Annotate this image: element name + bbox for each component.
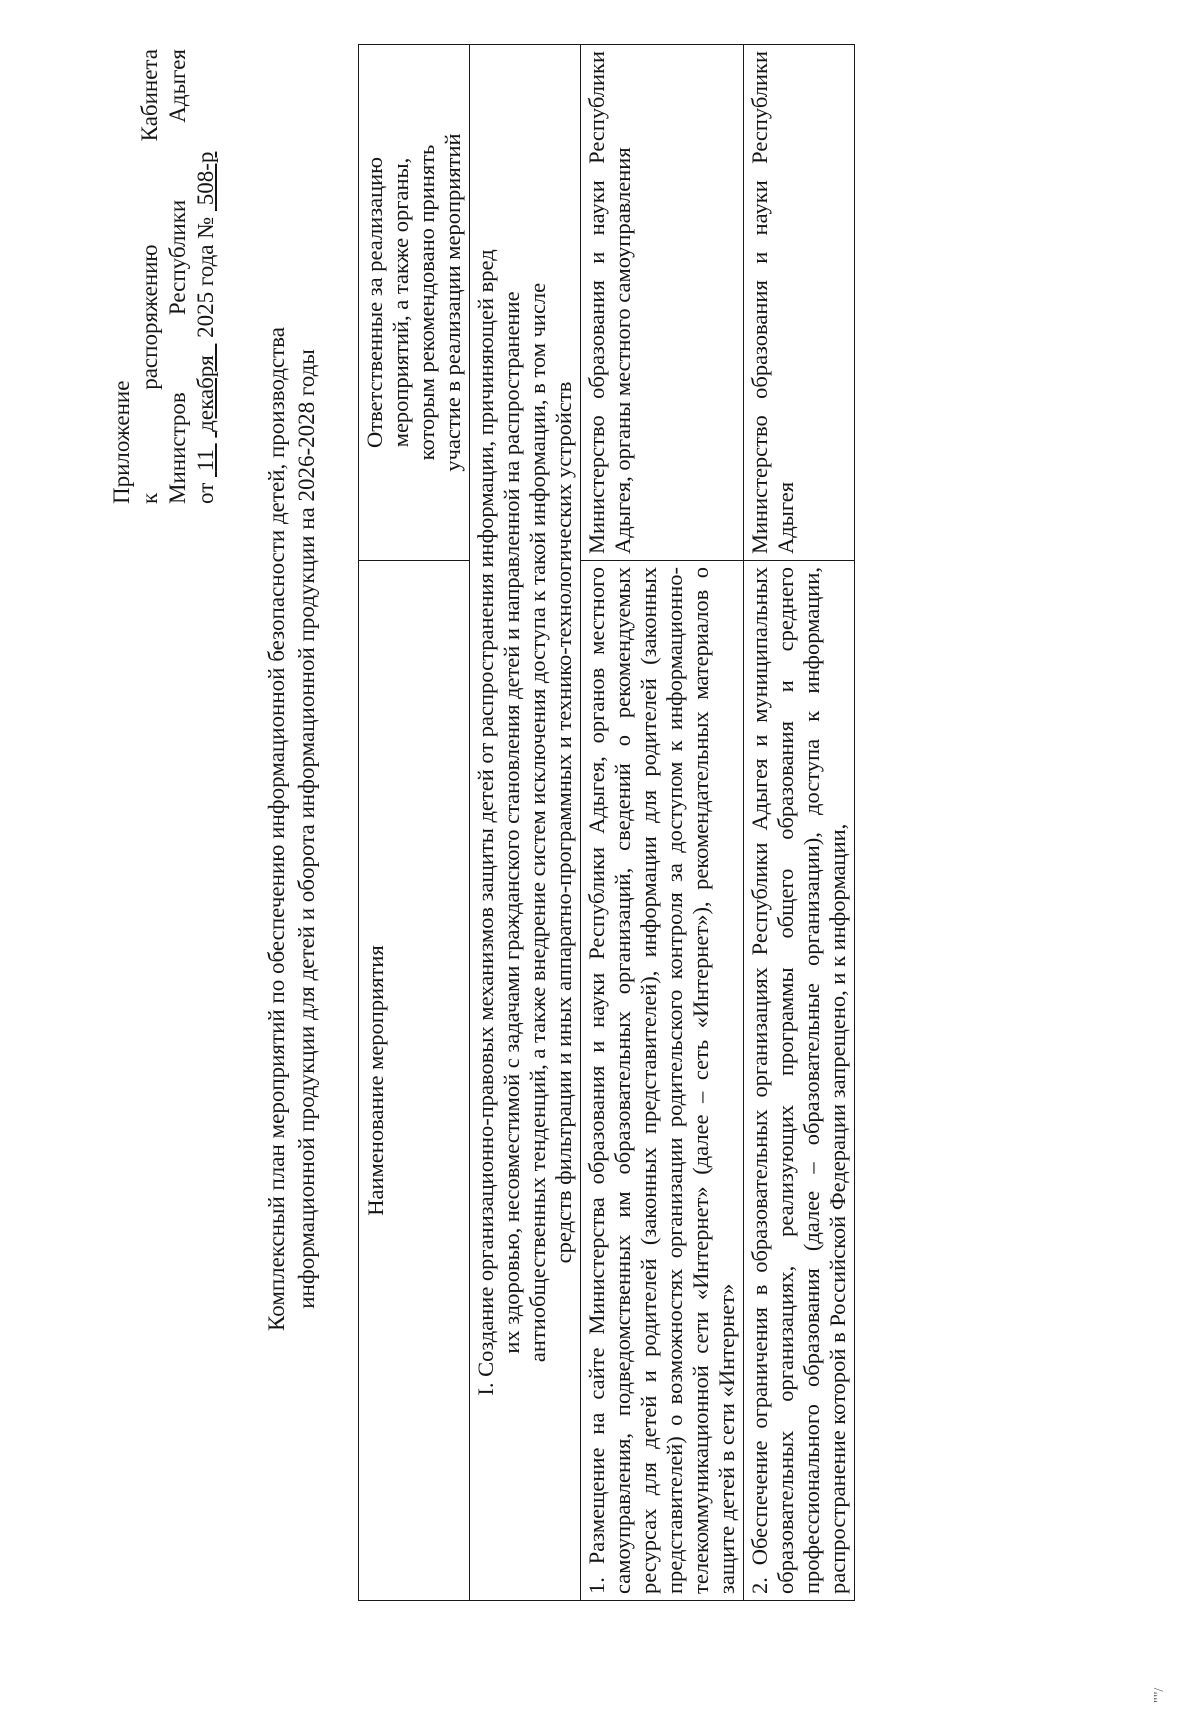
appendix-line-4 bbox=[192, 49, 220, 504]
table-row bbox=[581, 45, 744, 1601]
event-cell-2: 2. Обеспечение ограничения в образовательных организациях Республики Адыгея и муниципальных образовательных организациях, реализующих программы общего образования и среднего профессионального образования (далее – образовательные организации), доступа к информации, распространение которой в Российской Федерации запрещено, и к информации, bbox=[744, 561, 855, 1601]
header-event-name: Наименование мероприятия bbox=[359, 561, 470, 1601]
appendix-line-2 bbox=[136, 49, 164, 504]
appendix-republic: Республики bbox=[165, 199, 190, 316]
appendix-ministers: Министров bbox=[165, 392, 190, 504]
section-row-1 bbox=[470, 45, 581, 1601]
responsible-cell-1: Министерство образования и науки Республики Адыгея, органы местного самоуправления bbox=[581, 45, 744, 561]
appendix-line-3 bbox=[164, 49, 192, 504]
appendix-line-1: Приложение bbox=[109, 380, 134, 504]
appendix-cabinet: Кабинета bbox=[137, 49, 162, 142]
appendix-year: 2025 года № bbox=[193, 216, 218, 338]
appendix-k: к bbox=[137, 492, 162, 504]
appendix-day: 11 bbox=[193, 449, 218, 472]
appendix-adygea: Адыгея bbox=[165, 49, 190, 123]
table-row bbox=[744, 45, 855, 1601]
appendix-date-prefix: от bbox=[193, 482, 218, 504]
plan-title-line-1: Комплексный план мероприятий по обеспечению информационной безопасности детей, производства bbox=[264, 327, 289, 1331]
edge-mark: ""/ bbox=[1152, 1687, 1167, 1703]
plan-table bbox=[358, 44, 855, 1601]
appendix-block bbox=[108, 49, 220, 504]
responsible-cell-2: Министерство образования и науки Республики Адыгея bbox=[744, 45, 855, 561]
plan-title-line-2: информационной продукции для детей и оборота информационной продукции на 2026-2028 годы bbox=[294, 349, 319, 1309]
header-responsible: Ответственные за реализацию мероприятий, а также органы, которым рекомендовано принять участие в реализации мероприятий bbox=[359, 45, 470, 561]
appendix-month: декабря bbox=[193, 355, 218, 432]
plan-title bbox=[262, 109, 322, 1549]
table-header-row bbox=[359, 45, 470, 1601]
event-cell-1: 1. Размещение на сайте Министерства образования и науки Республики Адыгея, органов местного самоуправления, подведомственных им образовательных организаций, сведений о рекомендуемых ресурсах для детей и родителей (законных представителей), информации для родителей (законных представителей) о возможностях организации родительского контроля за доступом к информационно-телекоммуникационной сети «Интернет» (далее – сеть «Интернет»), рекомендательных материалов о защите детей в сети «Интернет» bbox=[581, 561, 744, 1601]
section-heading-1: I. Создание организационно-правовых механизмов защиты детей от распространения информации, причиняющей вред их здоровью, несовместимой с задачами гражданского становления детей и направленной на распространение антиобщественных тенденций, а также внедрение систем исключения доступа к такой информации, в том числе средств фильтрации и иных аппаратно-программных и технико-технологических устройств bbox=[470, 45, 581, 1601]
appendix-number: 508-р bbox=[193, 151, 218, 206]
appendix-order: распоряжению bbox=[137, 244, 162, 390]
